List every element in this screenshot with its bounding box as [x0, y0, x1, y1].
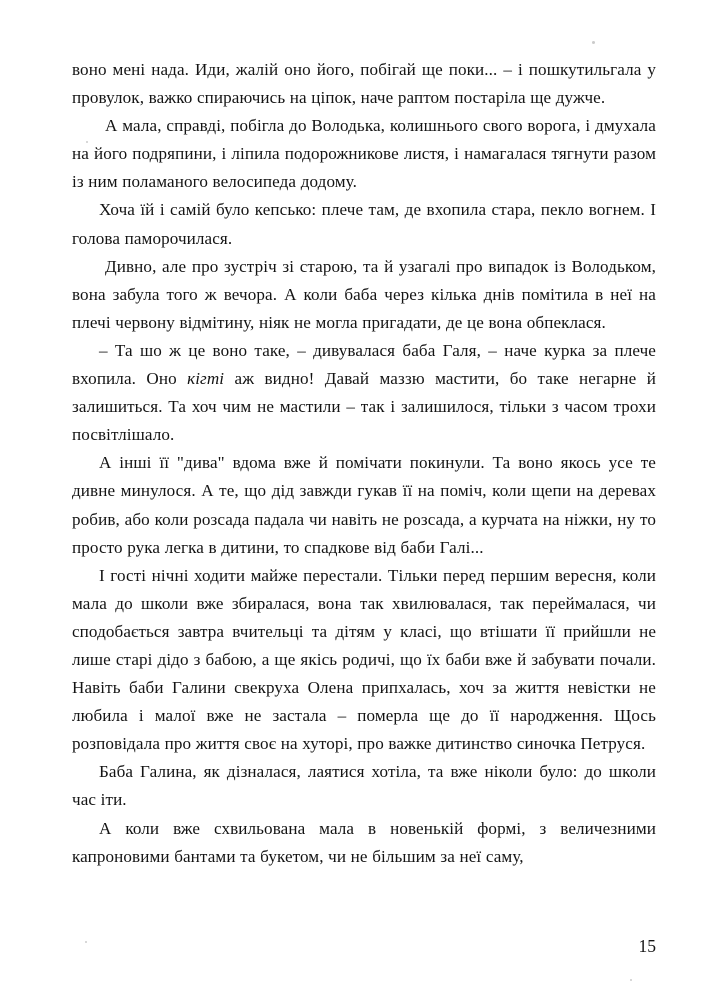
- paragraph: І гості нічні ходити майже перестали. Тільки перед першим вересня, коли мала до школи вже збиралася, вона так хвилювалася, так переймалася, чи сподобається завтра вчительці та дітям у класі, що втішати її прийшли не лише старі дідо з бабою, а ще якісь родичі, що їх баби вже й забувати почали. Навіть баби Галини свекруха Олена припхалась, хоч за життя невістки не любила і малої вже не застала – померла ще до її народження. Щось розповідала про життя своє на хуторі, про важке дитинство синочка Петруся.: [72, 565, 656, 754]
- paragraph: Баба Галина, як дізналася, лаятися хотіла, та вже ніколи було: до школи час іти.: [72, 762, 656, 810]
- paragraph-with-italic: [72, 337, 656, 449]
- page-number: 15: [638, 936, 656, 956]
- paragraph: А інші її "дива" вдома вже й помічати покинули. Та воно якось усе те дивне минулося. А те, що дід завжди гукав її на поміч, коли щепи на деревах робив, або коли розсада падала чи навіть не розсада, а курчата на ніжки, ну то просто рука легка в дитини, то спадкове від баби Галі...: [72, 453, 656, 557]
- paragraph: Хоча їй і самій було кепсько: плече там, де вхопила стара, пекло вогнем. І голова паморочилася.: [72, 200, 656, 248]
- italic-word: кігті: [187, 369, 225, 389]
- paragraph: А коли вже схвильована мала в новенькій формі, з величезними капроновими бантами та букетом, чи не більшим за неї саму,: [72, 818, 656, 866]
- paragraph: А мала, справді, побігла до Володька, колишнього свого ворога, і дмухала на його подряпини, і ліпила подорожникове листя, і намагалася тягнути разом із ним поламаного велосипеда додому.: [72, 116, 656, 192]
- paper-speck: [85, 941, 87, 943]
- paragraph-segment: – Та шо ж це воно таке, – дивувалася баба Галя, – наче курка за плече вхопила. Оно: [72, 340, 656, 389]
- paragraph: Дивно, але про зустріч зі старою, та й узагалі про випадок із Володьком, вона забула того ж вечора. А коли баба через кілька днів помітила в неї на плечі червону відмітину, ніяк не могла пригадати, де це вона обпеклася.: [72, 256, 656, 332]
- paper-speck: [592, 41, 595, 44]
- paragraph-segment: аж видно! Давай маззю мастити, бо таке негарне й залишиться. Та хоч чим не мастили – так і залишилося, тільки з часом трохи посвітлішало.: [72, 369, 656, 445]
- body-text-column: [72, 56, 656, 871]
- paper-speck: [630, 979, 632, 981]
- paragraph: воно мені нада. Иди, жалій оно його, побігай ще поки... – і пошкутильгала у провулок, важко спираючись на ціпок, наче раптом постаріла ще дужче.: [72, 60, 656, 108]
